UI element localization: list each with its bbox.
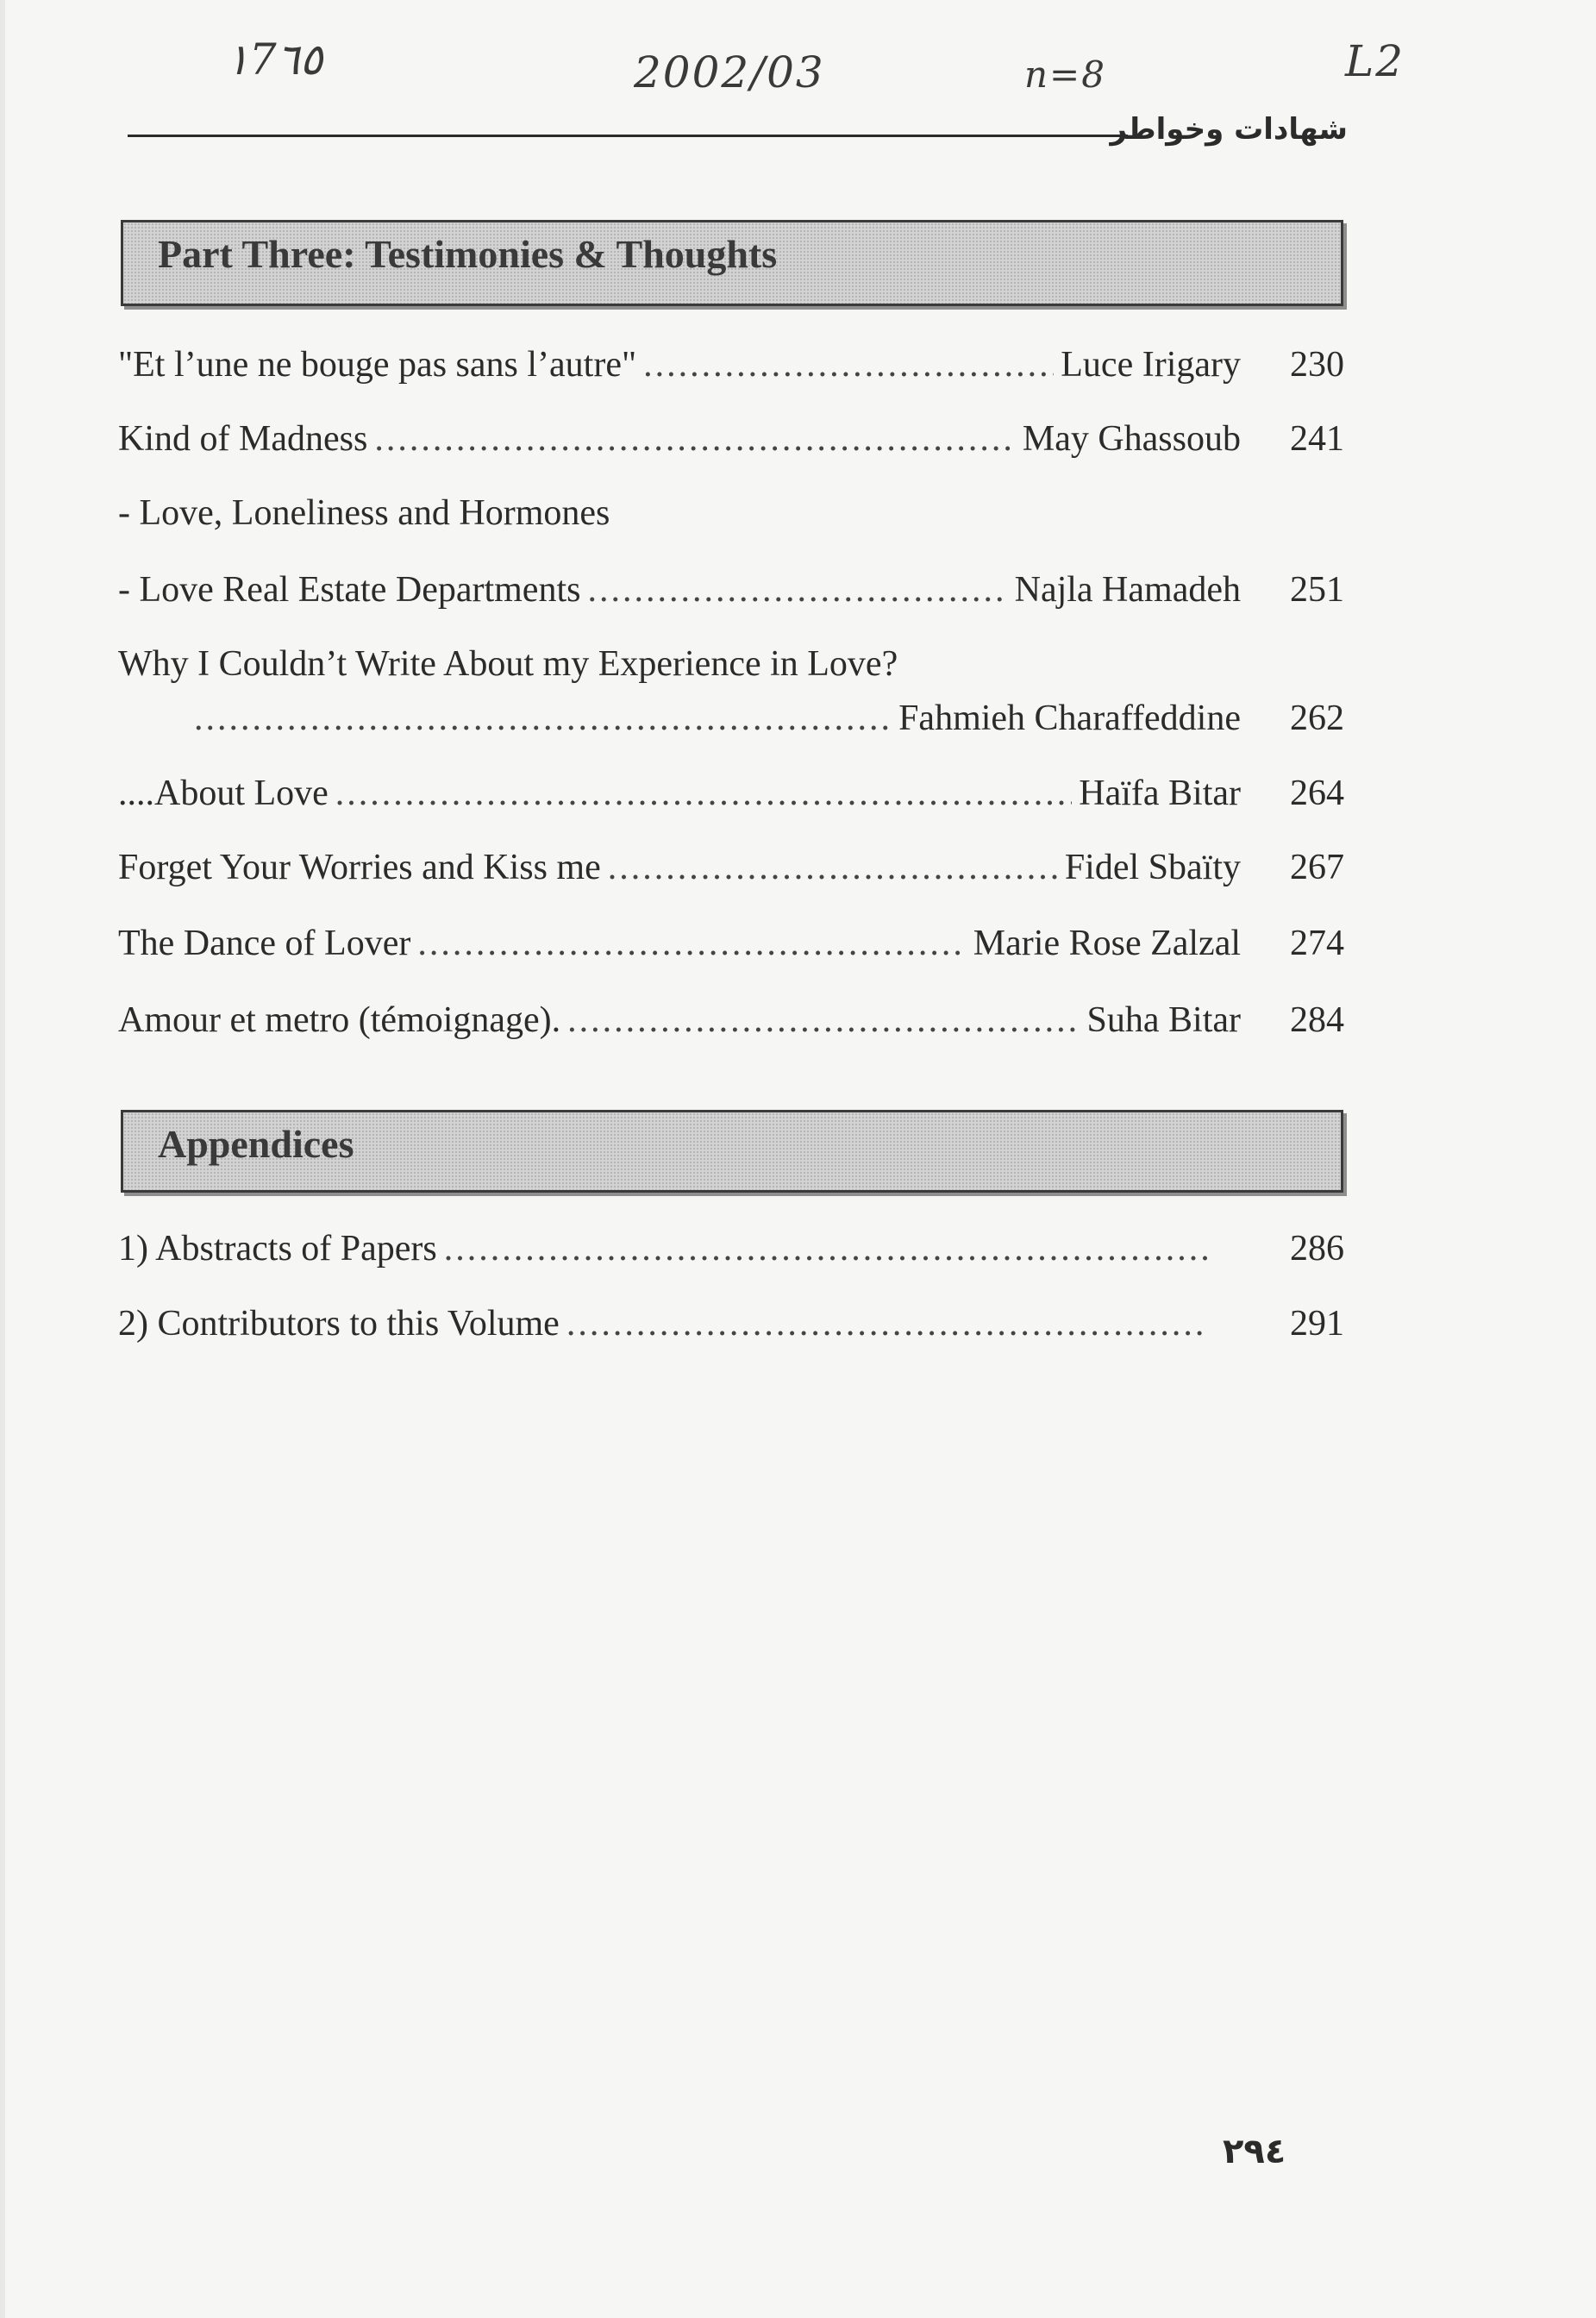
- entry-title: Kind of Madness: [118, 419, 368, 459]
- entry-author: Suha Bitar: [1086, 1000, 1241, 1040]
- toc-entry: [118, 413, 1344, 465]
- toc-entry: [118, 487, 1344, 539]
- leader-dots: [643, 339, 1054, 391]
- section-title: Part Three: Testimonies & Thoughts: [158, 232, 778, 276]
- entry-title: - Love Real Estate Departments: [118, 570, 581, 610]
- entry-author: Luce Irigary: [1061, 345, 1241, 385]
- page-number: ٢٩٤: [1223, 2132, 1286, 2171]
- entry-page: 230: [1290, 345, 1344, 385]
- toc-entry: [118, 767, 1344, 819]
- toc-entry-continuation: [118, 692, 1344, 744]
- entry-title: ....About Love: [118, 774, 329, 813]
- entry-author: Haïfa Bitar: [1079, 774, 1241, 813]
- entry-title: - Love, Loneliness and Hormones: [118, 493, 610, 533]
- leader-dots: [417, 918, 966, 969]
- section-title: Appendices: [158, 1122, 354, 1166]
- section-heading-part-three: [121, 220, 1343, 306]
- entry-author: Fidel Sbaïty: [1064, 848, 1241, 887]
- entry-page: 267: [1290, 848, 1344, 887]
- toc-entry: [118, 564, 1344, 616]
- leader-dots: [335, 767, 1072, 819]
- handwritten-count: n=8: [1024, 53, 1106, 96]
- section-heading-appendices: [121, 1110, 1343, 1193]
- entry-title: "Et l’une ne bouge pas sans l’autre": [118, 345, 637, 385]
- entry-page: 264: [1290, 774, 1344, 813]
- handwritten-date: 2002/03: [634, 47, 825, 97]
- entry-title: Amour et metro (témoignage).: [118, 1000, 561, 1040]
- entry-author: Fahmieh Charaffeddine: [898, 699, 1241, 738]
- entry-page: 241: [1290, 419, 1344, 459]
- toc-entry-title-line: [118, 638, 1344, 690]
- entry-title: 1) Abstracts of Papers: [118, 1229, 437, 1269]
- leader-dots: [194, 692, 892, 744]
- entry-author: May Ghassoub: [1022, 419, 1241, 459]
- toc-entry: [118, 842, 1344, 893]
- entry-page: 274: [1290, 924, 1344, 963]
- toc-entry: [118, 994, 1344, 1046]
- entry-title: The Dance of Lover: [118, 924, 411, 963]
- page-edge: [0, 0, 5, 2318]
- header-title: شهادات وخواطر: [1110, 112, 1348, 147]
- entry-title: Forget Your Worries and Kiss me: [118, 848, 601, 887]
- handwritten-ref-number: ١7٦٥: [226, 34, 323, 85]
- entry-page: 286: [1290, 1229, 1344, 1269]
- entry-author: Marie Rose Zalzal: [973, 924, 1241, 963]
- leader-dots: [587, 564, 1007, 616]
- leader-dots: [444, 1223, 1208, 1275]
- entry-author: Najla Hamadeh: [1014, 570, 1241, 610]
- toc-entry: [118, 918, 1344, 969]
- entry-page: 284: [1290, 1000, 1344, 1040]
- toc-entry: [118, 1298, 1344, 1350]
- toc-entry: [118, 339, 1344, 391]
- entry-page: 251: [1290, 570, 1344, 610]
- entry-page: 291: [1290, 1304, 1344, 1344]
- handwritten-mark: L2: [1345, 36, 1405, 86]
- toc-entry: [118, 1223, 1344, 1275]
- leader-dots: [566, 1298, 1208, 1350]
- leader-dots: [374, 413, 1016, 465]
- entry-title: Why I Couldn’t Write About my Experience in Love?: [118, 644, 898, 684]
- leader-dots: [567, 994, 1080, 1046]
- leader-dots: [608, 842, 1058, 893]
- entry-page: 262: [1290, 699, 1344, 738]
- running-header: [128, 112, 1348, 155]
- header-rule: [128, 135, 1128, 137]
- entry-title: 2) Contributors to this Volume: [118, 1304, 560, 1344]
